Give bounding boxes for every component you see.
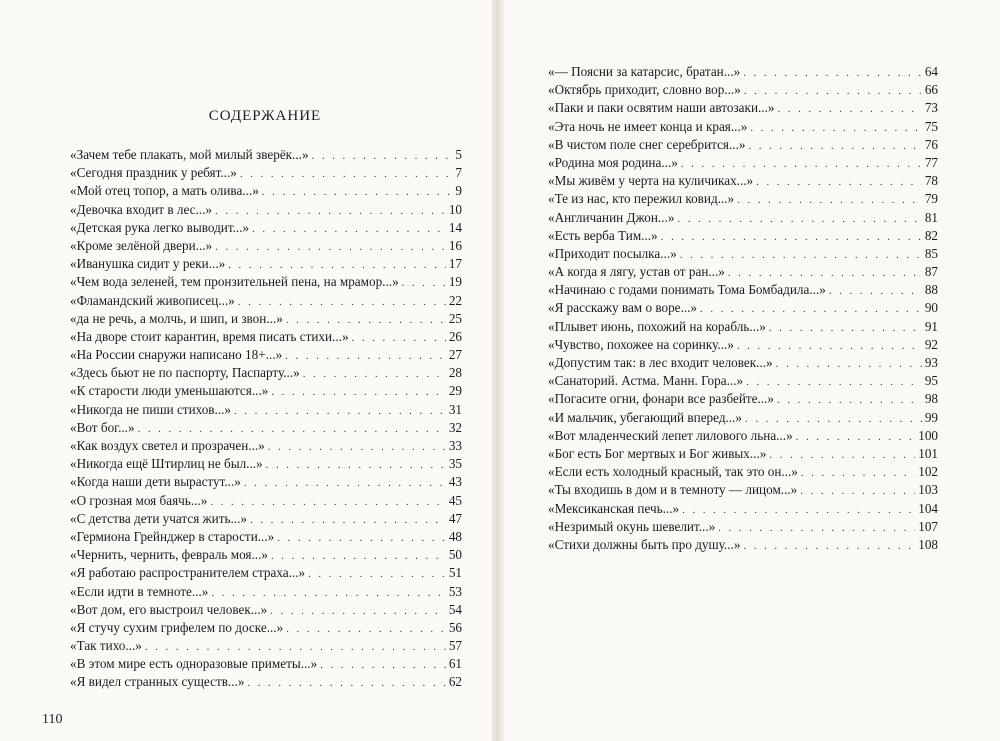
toc-entry-title: «Чем вода зеленей, тем пронзительней пена, на мрамор...» (70, 274, 399, 290)
toc-dot-leader (743, 537, 915, 555)
toc-dot-leader (138, 420, 446, 438)
toc-entry-title: «В этом мире есть одноразовые приметы...» (70, 656, 318, 672)
toc-dot-leader (769, 446, 915, 464)
toc-entry (548, 99, 938, 117)
toc-entry (70, 201, 462, 219)
toc-dot-leader (750, 119, 921, 137)
toc-entry-title: «Стихи должны быть про душу...» (548, 536, 741, 552)
toc-entry (548, 136, 938, 154)
toc-entry (548, 118, 938, 136)
toc-entry (548, 190, 938, 208)
toc-entry (548, 318, 938, 336)
toc-entry (548, 536, 938, 554)
toc-dot-leader (286, 620, 446, 638)
toc-entry-page: 25 (448, 310, 462, 326)
toc-dot-leader (743, 64, 922, 82)
toc-dot-leader (744, 82, 922, 100)
toc-entry (548, 427, 938, 445)
toc-entry-title: «Здесь бьют не по паспорту, Паспарту...» (70, 365, 300, 381)
toc-entry-title: «Мы живём у черта на куличиках...» (548, 173, 754, 189)
toc-entry (70, 237, 462, 255)
toc-entry-title: «Я видел странных существ...» (70, 674, 245, 690)
toc-dot-leader (745, 410, 922, 428)
toc-entry-page: 76 (924, 136, 938, 152)
toc-entry-page: 108 (918, 536, 938, 552)
toc-entry (548, 336, 938, 354)
toc-entry-title: «Родина моя родина...» (548, 154, 678, 170)
toc-entry-page: 77 (924, 154, 938, 170)
toc-entry-page: 87 (924, 264, 938, 280)
toc-dot-leader (402, 274, 446, 292)
toc-entry (548, 445, 938, 463)
toc-entry-title: «Я стучу сухим грифелем по доске...» (70, 619, 284, 635)
toc-entry-page: 98 (924, 391, 938, 407)
toc-entry (70, 473, 462, 491)
toc-entry-page: 99 (924, 409, 938, 425)
toc-entry-page: 88 (924, 282, 938, 298)
toc-dot-leader (286, 311, 446, 329)
toc-entry-title: «Эта ночь не имеет конца и края...» (548, 118, 748, 134)
toc-entry-title: «Я работаю распространителем страха...» (70, 565, 306, 581)
toc-dot-leader (777, 100, 921, 118)
toc-entry-title: «Иванушка сидит у реки...» (70, 256, 226, 272)
toc-dot-leader (777, 391, 922, 409)
toc-entry-page: 50 (448, 547, 462, 563)
toc-entry (70, 510, 462, 528)
toc-dot-leader (244, 474, 446, 492)
toc-dot-leader (145, 638, 446, 656)
toc-entry-page: 22 (448, 292, 462, 308)
toc-entry-page: 62 (448, 674, 462, 690)
toc-dot-leader (677, 210, 921, 228)
toc-entry-title: «Когда наши дети вырастут...» (70, 474, 241, 490)
toc-entry (70, 455, 462, 473)
toc-entry (70, 164, 462, 182)
toc-entry-page: 57 (448, 638, 462, 654)
toc-entry (70, 364, 462, 382)
toc-entry-page: 79 (924, 191, 938, 207)
toc-entry (548, 154, 938, 172)
toc-entry-title: «К старости люди уменьшаются...» (70, 383, 269, 399)
toc-entry-page: 33 (448, 438, 462, 453)
toc-entry-page: 101 (918, 445, 938, 461)
toc-dot-leader (718, 519, 915, 537)
toc-entry-title: «Англичанин Джон...» (548, 209, 675, 225)
toc-entry (548, 63, 938, 81)
toc-entry (70, 273, 462, 291)
toc-entry (70, 419, 462, 437)
toc-entry-page: 75 (924, 118, 938, 134)
toc-entry-title: «Гермиона Грейнджер в старости...» (70, 528, 275, 544)
toc-entry-title: «Мексиканская печь...» (548, 500, 680, 516)
book-gutter (492, 0, 504, 741)
toc-entry (70, 328, 462, 346)
toc-entry-page: 64 (924, 64, 938, 79)
toc-entry-title: «Санаторий. Астма. Манн. Гора...» (548, 373, 744, 389)
toc-entry (548, 500, 938, 518)
toc-entry (70, 564, 462, 582)
toc-dot-leader (285, 347, 446, 365)
toc-entry-title: «О грозная моя баячь...» (70, 492, 208, 508)
toc-dot-leader (737, 191, 922, 209)
toc-dot-leader (308, 565, 446, 583)
toc-entry (70, 310, 462, 328)
toc-entry-page: 26 (448, 328, 462, 344)
toc-entry (548, 263, 938, 281)
toc-entry-title: «Начинаю с годами понимать Тома Бомбадила...» (548, 282, 826, 298)
toc-entry (70, 437, 462, 455)
toc-dot-leader (700, 300, 922, 318)
toc-entry-title: «Чувство, похожее на соринку...» (548, 336, 734, 352)
left-page (0, 0, 492, 741)
toc-entry-title: «Зачем тебе плакать, мой милый зверёк...» (70, 147, 309, 162)
toc-entry-page: 95 (924, 373, 938, 389)
toc-dot-leader (303, 365, 446, 383)
toc-entry-title: «А когда я лягу, устав от ран...» (548, 264, 725, 280)
toc-entry (548, 409, 938, 427)
toc-entry-page: 14 (448, 219, 462, 235)
toc-dot-leader (800, 482, 915, 500)
toc-entry-page: 27 (448, 347, 462, 363)
toc-dot-leader (271, 547, 446, 565)
toc-entry-page: 32 (448, 419, 462, 435)
toc-entry-title: «Погасите огни, фонари все разбейте...» (548, 391, 775, 407)
toc-entry-page: 45 (448, 492, 462, 508)
toc-entry (70, 601, 462, 619)
toc-dot-leader (215, 202, 446, 220)
toc-dot-leader (737, 337, 922, 355)
toc-dot-leader (215, 238, 446, 256)
toc-entry-title: «С детства дети учатся жить...» (70, 510, 247, 526)
toc-entry-title: «Ты входишь в дом и в темноту — лицом...» (548, 482, 798, 498)
toc-entry-title: «Плывет июнь, похожий на корабль...» (548, 318, 766, 334)
toc-entry-page: 91 (924, 318, 938, 334)
toc-entry-title: «Незримый окунь шевелит...» (548, 518, 716, 534)
toc-entry (548, 209, 938, 227)
toc-dot-leader (320, 656, 446, 674)
toc-entry (548, 245, 938, 263)
toc-entry-title: «На дворе стоит карантин, время писать стихи...» (70, 328, 349, 344)
toc-entry (70, 528, 462, 546)
toc-entry-title: «Вот дом, его выстроил человек...» (70, 601, 268, 617)
toc-entry (70, 182, 462, 200)
toc-entry-title: «Фламандский живописец...» (70, 292, 235, 308)
toc-entry-title: «Паки и паки освятим наши автозаки...» (548, 100, 775, 116)
toc-dot-leader (238, 293, 446, 311)
toc-entry-page: 81 (924, 209, 938, 225)
toc-entry-title: «Как воздух светел и прозрачен...» (70, 438, 265, 453)
toc-entry-page: 17 (448, 256, 462, 272)
toc-entry (70, 146, 462, 164)
toc-dot-leader (211, 584, 445, 602)
toc-dot-leader (228, 256, 446, 274)
toc-entry-page: 102 (918, 464, 938, 480)
toc-dot-leader (661, 228, 922, 246)
toc-entry-title: «— Поясни за катарсис, братан...» (548, 64, 741, 79)
toc-entry-page: 90 (924, 300, 938, 316)
toc-entry-title: «И мальчик, убегающий вперед...» (548, 409, 743, 425)
toc-entry-page: 28 (448, 365, 462, 381)
toc-entry (548, 518, 938, 536)
toc-dot-leader (776, 355, 922, 373)
toc-entry (70, 546, 462, 564)
toc-entry-title: «Те из нас, кто пережил ковид...» (548, 191, 735, 207)
toc-dot-leader (681, 155, 922, 173)
toc-dot-leader (266, 456, 446, 474)
toc-entry-page: 43 (448, 474, 462, 490)
toc-entry-page: 100 (918, 427, 938, 443)
toc-entry (70, 583, 462, 601)
toc-dot-leader (277, 529, 446, 547)
toc-entry-title: «Никогда не пиши стихов...» (70, 401, 232, 417)
toc-entry-title: «Есть верба Тим...» (548, 227, 658, 243)
toc-entry-title: «Сегодня праздник у ребят...» (70, 165, 237, 181)
toc-entry (548, 481, 938, 499)
toc-entry-page: 103 (918, 482, 938, 498)
toc-entry (70, 401, 462, 419)
toc-entry (70, 655, 462, 673)
toc-entry-title: «Вот бог...» (70, 419, 135, 435)
toc-entry-page: 5 (455, 147, 462, 162)
toc-title: СОДЕРЖАНИЕ (208, 108, 322, 124)
toc-entry (70, 673, 462, 691)
toc-entry (70, 619, 462, 637)
toc-entry-title: «Мой отец топор, а мать олива...» (70, 183, 259, 199)
toc-dot-leader (250, 511, 446, 529)
toc-dot-leader (746, 373, 922, 391)
toc-dot-leader (756, 173, 922, 191)
right-page (504, 0, 1000, 741)
toc-entry-page: 85 (924, 245, 938, 261)
toc-entry (70, 255, 462, 273)
toc-entry-page: 35 (448, 456, 462, 472)
toc-dot-leader (829, 282, 922, 300)
toc-entry-page: 107 (918, 518, 938, 534)
toc-entry-title: «Кроме зелёной двери...» (70, 237, 213, 253)
toc-entry (548, 227, 938, 245)
toc-entry-page: 73 (924, 100, 938, 116)
toc-dot-leader (252, 220, 446, 238)
toc-entry-title: «Бог есть Бог мертвых и Бог живых...» (548, 445, 767, 461)
toc-dot-leader (680, 246, 922, 264)
toc-entry (70, 492, 462, 510)
toc-dot-leader (312, 147, 453, 165)
toc-entry-title: «Приходит посылка...» (548, 245, 677, 261)
toc-entry-page: 66 (924, 82, 938, 98)
toc-dot-leader (240, 165, 453, 183)
toc-entry-title: «Девочка входит в лес...» (70, 201, 212, 217)
toc-entry (70, 382, 462, 400)
toc-list-left (70, 146, 462, 692)
toc-entry-title: «Если идти в темноте...» (70, 583, 209, 599)
toc-dot-leader (728, 264, 922, 282)
toc-entry-page: 10 (448, 201, 462, 217)
toc-entry-page: 78 (924, 173, 938, 189)
toc-dot-leader (748, 137, 921, 155)
toc-entry-page: 31 (448, 401, 462, 417)
toc-dot-leader (262, 183, 453, 201)
page-number: 110 (42, 712, 63, 727)
toc-entry (548, 299, 938, 317)
toc-entry-page: 54 (448, 601, 462, 617)
toc-entry (70, 637, 462, 655)
toc-entry-title: «Вот младенческий лепет лилового льна...» (548, 427, 793, 443)
toc-entry-page: 93 (924, 355, 938, 370)
toc-dot-leader (268, 438, 446, 456)
toc-entry (70, 292, 462, 310)
toc-entry (70, 346, 462, 364)
toc-entry-title: «Так тихо...» (70, 638, 142, 654)
toc-entry-title: «Допустим так: в лес входит человек...» (548, 355, 773, 370)
toc-entry (548, 354, 938, 372)
toc-entry-title: «Если есть холодный красный, так это он...» (548, 464, 798, 480)
toc-dot-leader (769, 319, 922, 337)
toc-dot-leader (247, 674, 445, 692)
toc-entry (548, 463, 938, 481)
toc-entry-page: 61 (448, 656, 462, 672)
toc-entry-page: 16 (448, 237, 462, 253)
toc-dot-leader (682, 501, 915, 519)
toc-dot-leader (796, 428, 916, 446)
toc-entry-title: «Детская рука легко выводит...» (70, 219, 250, 235)
toc-entry-title: «да не речь, а молчь, и шип, и звон...» (70, 310, 283, 326)
toc-entry-page: 7 (455, 165, 462, 181)
toc-entry-page: 82 (924, 227, 938, 243)
toc-entry-page: 56 (448, 619, 462, 635)
toc-dot-leader (801, 464, 915, 482)
toc-entry (70, 219, 462, 237)
toc-entry-title: «Никогда ещё Штирлиц не был...» (70, 456, 263, 472)
toc-entry-title: «Я расскажу вам о воре...» (548, 300, 698, 316)
toc-entry-page: 47 (448, 510, 462, 526)
toc-list-right (548, 63, 938, 554)
toc-entry-page: 51 (448, 565, 462, 581)
toc-dot-leader (234, 402, 446, 420)
toc-entry-title: «Октябрь приходит, словно вор...» (548, 82, 741, 98)
toc-entry-page: 92 (924, 336, 938, 352)
toc-dot-leader (270, 602, 446, 620)
toc-entry (548, 281, 938, 299)
toc-dot-leader (210, 493, 446, 511)
toc-entry-page: 104 (918, 500, 938, 516)
toc-entry (548, 390, 938, 408)
toc-dot-leader (352, 329, 446, 347)
toc-entry-page: 9 (455, 183, 462, 199)
toc-entry (548, 372, 938, 390)
toc-entry-page: 48 (448, 528, 462, 544)
toc-entry-page: 29 (448, 383, 462, 399)
toc-entry-page: 53 (448, 583, 462, 599)
toc-dot-leader (271, 383, 445, 401)
toc-entry (548, 172, 938, 190)
toc-entry-title: «Чернить, чернить, февраль моя...» (70, 547, 268, 563)
toc-entry-title: «В чистом поле снег серебрится...» (548, 136, 746, 152)
toc-entry-title: «На России снаружи написано 18+...» (70, 347, 283, 363)
toc-entry-page: 19 (448, 274, 462, 290)
toc-entry (548, 81, 938, 99)
